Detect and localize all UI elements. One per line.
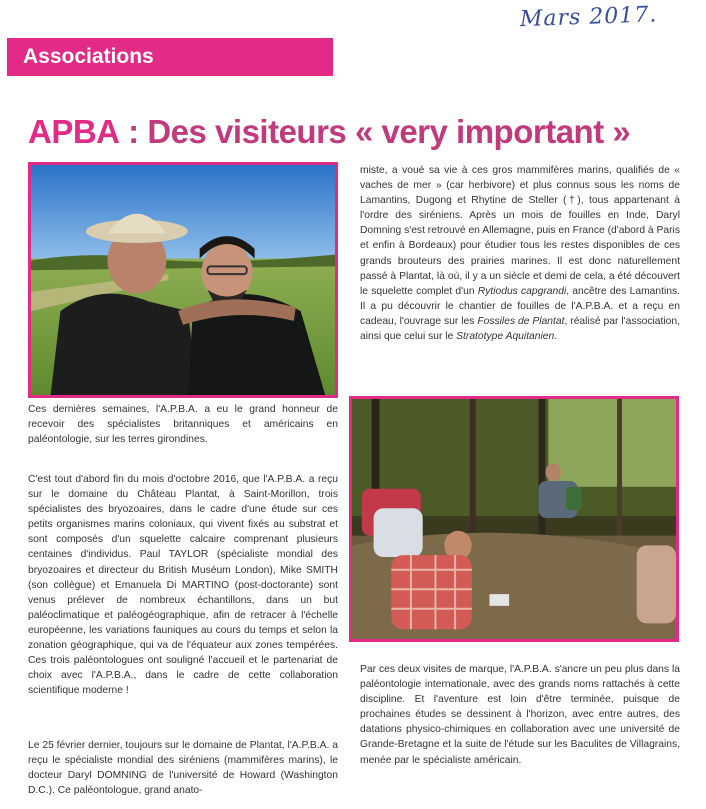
right-top-book-title-2: Stratotype Aquitanien: [456, 331, 555, 343]
article-paragraph-bryozoaires: [28, 472, 338, 717]
paragraph-1: C'est tout d'abord fin du mois d'octobre 2016, que l'A.P.B.A. a reçu sur le domaine du Château Plantat, à Saint-Morillon, trois spécialistes des bryozoaires, dans le cadre d'une étude sur ces petits organismes marins coloniaux, qui vivent fixés au substrat et sont composés d'un squelette calcaire comprenant plusieurs centaines d'individus. Paul TAYLOR (spécialiste mondial des bryozoaires et directeur du British Muséum London), Mike SMITH (son collègue) et Emanuela Di MARTINO (post-doctorante) sont venus prélever de nombreux échantillons, dans un but paléoclimatique et paléogéographique, afin de retracer à l'échelle européenne, les variations fauniques au cours du temps et selon la zonation géographique, qui va de l'équateur aux zones tempérées. Ces trois paléontologues ont souligné l'accueil et le partenariat de choix avec l'A.P.B.A., dans le cadre de cette collaboration scientifique moderne !: [28, 474, 338, 697]
article-paragraph-domning: [28, 738, 338, 804]
right-top-text-a: miste, a voué sa vie à ces gros mammifères marins, qualifiés de « vaches de mer » (car herbivore) et plus connus sous les noms de Lamantins, Dugong et Rhytine de Steller (†), tous appartenant à l'ordre des siréniens. Après un mois de fouilles en Inde, Daryl Domning s'est retrouvé en Allemagne, puis en France (d'abord à Paris et enfin à Bordeaux) pour étudier tous les restes disponibles de ces grands brouteurs des prairies marines. Il est donc naturellement passé à Plantat, là où, il y a un siècle et demi de cela, a été découvert le squelette complet d'un: [360, 165, 680, 297]
photo-excavation-site: [349, 396, 679, 642]
paragraph-2: Le 25 février dernier, toujours sur le domaine de Plantat, l'A.P.B.A. a reçu le spécialiste mondial des siréniens (mammifères marins), le docteur Daryl DOMNING de l'université de Howard (Washington D.C.). Ce paléontologue, grand anato-: [28, 740, 338, 797]
column-right-top-text: [360, 163, 680, 373]
article-headline: [28, 112, 698, 156]
right-top-text-c: , réalisé par l'association, ainsi que celui sur le: [360, 315, 680, 343]
handwritten-date-note: Mars 2017.: [519, 2, 658, 33]
right-top-text-d: .: [554, 331, 558, 343]
photo-two-visitors-image: [31, 165, 335, 395]
article-paragraph-conclusion: [360, 662, 680, 774]
caption-paragraph: Ces dernières semaines, l'A.P.B.A. a eu le grand honneur de recevoir des spécialistes britanniques et américains en paléontologie, sur les terres girondines.: [28, 404, 338, 446]
headline-title: Des visiteurs « very important »: [147, 113, 631, 150]
photo-two-visitors: [28, 162, 338, 398]
photo-caption-intro: [28, 402, 338, 458]
right-top-text-b: , ancêtre des Lamantins. Il a pu découvrir le chantier de fouilles de l'A.P.B.A. et a reçu en cadeau, l'ouvrage sur les: [360, 285, 680, 327]
section-banner: Associations: [7, 38, 333, 76]
right-top-species-name: Rytiodus capgrandi: [477, 285, 567, 297]
photo-excavation-site-image: [352, 399, 676, 639]
column-right-top-paragraph: [360, 163, 680, 344]
paragraph-conclusion: Par ces deux visites de marque, l'A.P.B.A. s'ancre un peu plus dans la paléontologie internationale, avec des grands noms rattachés à cette discipline. Et l'aventure est loin d'être terminée, puisque de prochaines études se dessinent à l'horizon, avec entre autres, des datations physico-chimiques en collaboration avec une université de Grande-Bretagne et la suite de l'étude sur les Baculites de Villagrains, menée par le spécialiste américain.: [360, 664, 680, 766]
right-top-book-title-1: Fossiles de Plantat: [477, 315, 565, 327]
headline-org: APBA: [28, 113, 120, 150]
headline-colon: :: [119, 113, 148, 150]
